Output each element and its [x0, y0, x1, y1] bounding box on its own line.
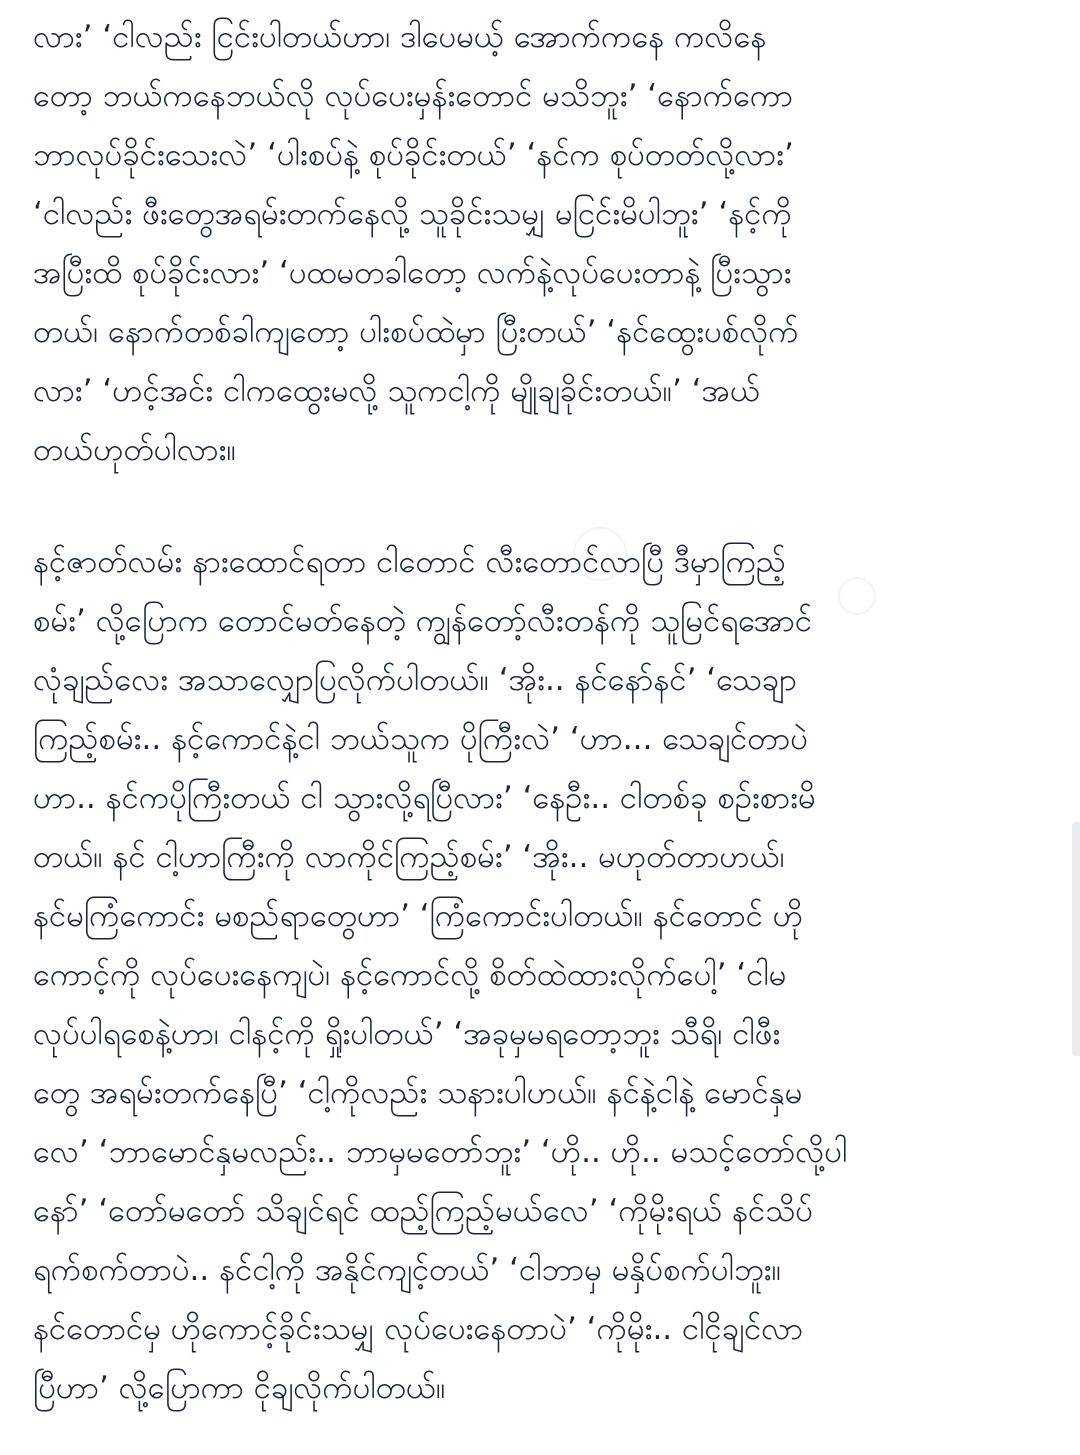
text-line: ‘ငါလည်း ဖီးတွေအရမ်းတက်နေလို့ သူခိုင်းသမျှ မငြင်းမိပါဘူး’ ‘နင့်ကို: [33, 196, 792, 232]
text-line: အပြီးထိ စုပ်ခိုင်းလား’ ‘ပထမတခါတော့ လက်နဲ့လုပ်ပေးတာနဲ့ ပြီးသွား: [33, 255, 792, 291]
text-line: ကြည့်စမ်း.. နင့်ကောင်နဲ့ငါ ဘယ်သူက ပိုကြီးလဲ’ ‘ဟာ... သေချင်တာပဲ: [33, 721, 808, 757]
text-line: တယ်။ နင် ငါ့ဟာကြီးကို လာကိုင်ကြည့်စမ်း’ ‘အိုး.. မဟုတ်တာဟယ်၊: [33, 839, 785, 875]
text-line: လေ’ ‘ဘာမောင်နှမလည်း.. ဘာမှမတော်ဘူး’ ‘ဟို.. ဟို.. မသင့်တော်လို့ပါ: [33, 1134, 848, 1170]
text-line: လား’ ‘ငါလည်း ငြင်းပါတယ်ဟာ၊ ဒါပေမယ့် အောက်ကနေ ကလိနေ: [33, 19, 767, 55]
text-line: နော်’ ‘တော်မတော် သိချင်ရင် ထည့်ကြည့်မယ်လေ’ ‘ကိုမိုးရယ် နင်သိပ်: [33, 1193, 813, 1229]
text-line: စမ်း’ လို့ပြောက တောင်မတ်နေတဲ့ ကျွန်တော့်လီးတန်ကို သူမြင်ရအောင်: [33, 603, 813, 639]
text-line: ကောင့်ကို လုပ်ပေးနေကျပဲ၊ နင့်ကောင်လို့ စိတ်ထဲထားလိုက်ပေါ့’ ‘ငါမ: [33, 957, 787, 993]
text-line: ဘာလုပ်ခိုင်းသေးလဲ’ ‘ပါးစပ်နဲ့ စုပ်ခိုင်းတယ်’ ‘နင်က စုပ်တတ်လို့လား’: [33, 137, 794, 173]
text-line: နင်မကြံကောင်း မစည်ရာတွေဟာ’ ‘ကြံကောင်းပါတယ်။ နင်တောင် ဟို: [33, 898, 804, 934]
text-line: နင့်ဇာတ်လမ်း နားထောင်ရတာ ငါတောင် လီးတောင်လာပြီ ဒီမှာကြည့်: [33, 544, 787, 580]
text-line: ရက်စက်တာပဲ.. နင်ငါ့ကို အနိုင်ကျင့်တယ်’ ‘ငါဘာမှ မနှိပ်စက်ပါဘူး။: [33, 1252, 782, 1288]
text-line: လုံချည်လေး အသာလျှောပြလိုက်ပါတယ်။ ‘အိုး.. နင်နော်နင်’ ‘သေချာ: [33, 662, 797, 698]
text-line: တယ်ဟုတ်ပါလား။: [33, 432, 236, 468]
text-line: တော့ ဘယ်ကနေဘယ်လို လုပ်ပေးမှန်းတောင် မသိဘူး’ ‘နောက်ကော: [33, 78, 794, 114]
text-line: လုပ်ပါရစေနဲ့ဟာ၊ ငါနင့်ကို ရှိုးပါတယ်’ ‘အခုမှမရတော့ဘူး သီရိ၊ ငါဖီး: [33, 1016, 781, 1052]
text-line: လား’ ‘ဟင့်အင်း ငါကထွေးမလို့ သူကငါ့ကို မျိုချခိုင်းတယ်။’ ‘အယ်: [33, 373, 761, 409]
scrollbar-thumb[interactable]: [1072, 822, 1080, 1056]
text-line: ပြီဟာ’ လို့ပြောကာ ငိုချလိုက်ပါတယ်။: [33, 1370, 446, 1406]
text-line: တယ်၊ နောက်တစ်ခါကျတော့ ပါးစပ်ထဲမှာ ပြီးတယ်’ ‘နင်ထွေးပစ်လိုက်: [33, 314, 799, 350]
story-paragraph-2: [33, 533, 1053, 1418]
story-paragraph-1: [33, 8, 1053, 480]
text-line: နင်တောင်မှ ဟိုကောင့်ခိုင်းသမျှ လုပ်ပေးနေတာပဲ’ ‘ကိုမိုး.. ငါငိုချင်လာ: [33, 1311, 804, 1347]
text-line: ဟာ.. နင်ကပိုကြီးတယ် ငါ သွားလို့ရပြီလား’ ‘နေဦး.. ငါတစ်ခု စဉ်းစားမိ: [33, 780, 816, 816]
text-line: တွေ အရမ်းတက်နေပြီ’ ‘ငါ့ကိုလည်း သနားပါဟယ်။ နင်နဲ့ငါနဲ့ မောင်နှမ: [33, 1075, 803, 1111]
